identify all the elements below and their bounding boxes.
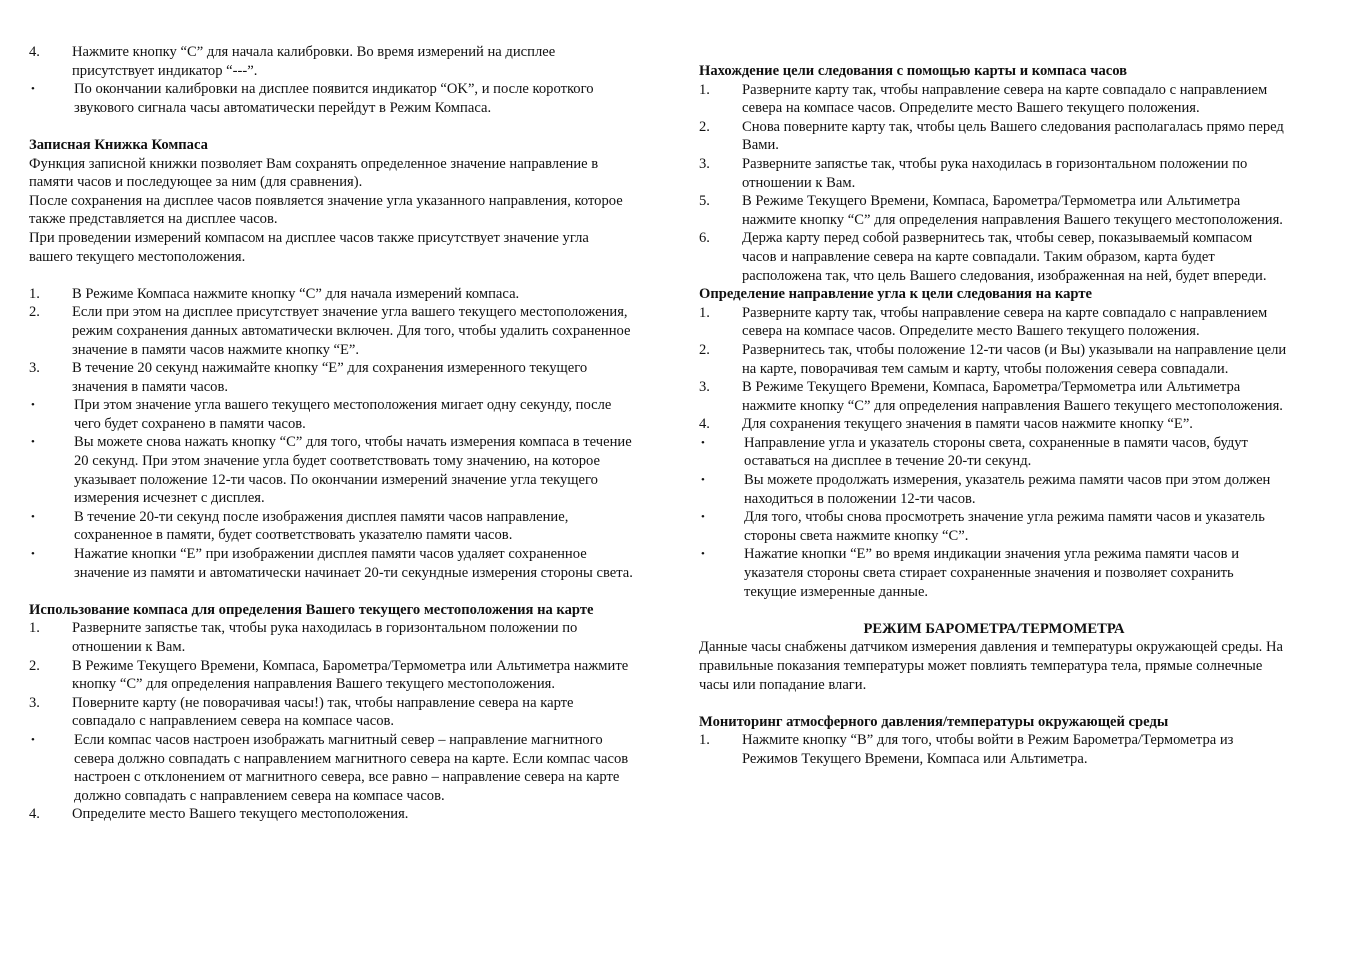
bullet-item: [29, 731, 635, 805]
numbered-item: [699, 378, 1289, 415]
bullet-marker: •: [31, 436, 35, 449]
section-heading: Нахождение цели следования с помощью карты и компаса часов: [699, 63, 1128, 79]
item-number: 5.: [699, 193, 710, 210]
numbered-item: [29, 619, 635, 656]
paragraph-spacer: [29, 582, 635, 601]
item-number: 3.: [29, 360, 40, 377]
section-heading: Использование компаса для определения Вашего текущего местоположения на карте: [29, 601, 594, 618]
bullet-item: [699, 508, 1289, 545]
item-text: Нажмите кнопку “B” для того, чтобы войти в Режим Барометра/Термометра из Режимов Текущего Времени, Компаса или Альтиметра.: [742, 732, 1234, 767]
bullet-item: [29, 433, 635, 507]
numbered-item: [699, 81, 1289, 118]
bullet-marker: •: [31, 510, 35, 523]
bullet-marker: •: [701, 436, 705, 449]
numbered-item: [699, 304, 1289, 341]
item-text: Для сохранения текущего значения в памяти часов нажмите кнопку “E”.: [742, 416, 1193, 433]
item-text: Направление угла и указатель стороны света, сохраненные в памяти часов, будут оставаться на дисплее в течение 20-ти секунд.: [744, 434, 1248, 470]
numbered-item: [29, 657, 635, 694]
item-text: Нажатие кнопки “E” при изображении дисплея памяти часов удаляет сохраненное значение из памяти и автоматически начинает 20-ти секундные измерения стороны света.: [74, 546, 633, 581]
numbered-item: [29, 694, 635, 731]
paragraph: Данные часы снабжены датчиком измерения давления и температуры окружающей среды. На правильные показания температуры может повлиять температура тела, прямые солнечные часы или попадание влаги.: [699, 639, 1283, 693]
paragraph-spacer: [29, 117, 635, 136]
item-text: Определите место Вашего текущего местоположения.: [72, 806, 409, 823]
numbered-item: [699, 192, 1289, 229]
paragraph-spacer: [29, 266, 635, 285]
bullet-marker: •: [31, 83, 35, 96]
item-text: Вы можете снова нажать кнопку “C” для того, чтобы начать измерения компаса в течение 20 секунд. При этом значение угла будет соответствовать тому значению, на которое указывает положение 12-ти часов. По окончании измерений значение угла текущего измерения исчезнет с дисплея.: [74, 434, 632, 507]
item-text: Нажатие кнопки “E” во время индикации значения угла режима памяти часов и указателя стороны света стирает сохраненные значения и позволяет сохранить текущие измеренные данные.: [744, 546, 1240, 600]
bullet-item: [29, 508, 635, 545]
item-number: 4.: [699, 416, 710, 433]
item-text: В Режиме Текущего Времени, Компаса, Барометра/Термометра или Альтиметра нажмите кнопку “C” для определения направления Вашего текущего местоположения.: [742, 379, 1283, 414]
numbered-item: [699, 118, 1289, 155]
item-text: Нажмите кнопку “C” для начала калибровки. Во время измерений на дисплее присутствует индикатор “---”.: [72, 44, 556, 79]
item-number: 2.: [29, 304, 40, 321]
item-text: Держа карту перед собой развернитесь так, чтобы север, показываемый компасом часов и направление севера на карте совпадали. Таким образом, карта будет расположена так, что цель Вашего следования, изображенная на ней, будет впереди.: [742, 230, 1267, 284]
item-text: Разверните карту так, чтобы направление севера на карте совпадало с направлением севера на компасе часов. Определите место Вашего текущего положения.: [742, 81, 1268, 117]
paragraph: После сохранения на дисплее часов появляется значение угла указанного направления, которое также представляется на дисплее часов.: [29, 192, 623, 228]
item-text: Если при этом на дисплее присутствует значение угла вашего текущего местоположения, режим сохранения данных автоматически включен. Для того, чтобы удалить сохраненное значение в памяти часов нажмите кнопку “E”.: [72, 304, 631, 358]
numbered-item: [29, 43, 635, 80]
numbered-item: [699, 415, 1289, 434]
item-number: 3.: [699, 155, 710, 172]
item-text: Поверните карту (не поворачивая часы!) так, чтобы направление севера на карте совпадало с направлением севера на компасе часов.: [72, 694, 574, 730]
item-number: 1.: [699, 304, 710, 321]
numbered-item: [29, 303, 635, 359]
item-text: По окончании калибровки на дисплее появится индикатор “OK”, и после короткого звукового сигнала часы автоматически перейдут в Режим Компаса.: [74, 81, 594, 116]
paragraph-spacer: [699, 694, 1289, 713]
section-heading: Определение направление угла к цели следования на карте: [699, 286, 1092, 303]
numbered-item: [699, 155, 1289, 192]
paragraph-spacer: [699, 601, 1289, 620]
bullet-item: [699, 434, 1289, 471]
item-text: В Режиме Текущего Времени, Компаса, Барометра/Термометра или Альтиметра нажмите кнопку “C” для определения направления Вашего текущего местоположения.: [742, 193, 1283, 228]
item-number: 1.: [29, 285, 40, 302]
item-number: 4.: [29, 44, 40, 60]
item-number: 4.: [29, 806, 40, 823]
section-title: РЕЖИМ БАРОМЕТРА/ТЕРМОМЕТРА: [863, 620, 1125, 637]
item-text: Если компас часов настроен изображать магнитный север – направление магнитного севера должно совпадать с направлением магнитного севера на карте. Если компас часов настроен с отклонением от магнитного севера, все равно – направление севера на карте должно совпадать с направлением севера на компасе часов.: [74, 731, 629, 804]
bullet-item: [29, 545, 635, 582]
bullet-item: [699, 545, 1289, 601]
bullet-item: [29, 80, 635, 117]
item-text: В Режиме Компаса нажмите кнопку “C” для начала измерений компаса.: [72, 285, 520, 302]
bullet-marker: •: [31, 733, 35, 746]
item-number: 1.: [699, 81, 710, 98]
item-number: 1.: [699, 732, 710, 749]
item-number: 3.: [29, 694, 40, 711]
item-number: 2.: [699, 118, 710, 135]
item-text: Вы можете продолжать измерения, указатель режима памяти часов при этом должен находиться в положении 12-ти часов.: [744, 472, 1271, 507]
item-text: Снова поверните карту так, чтобы цель Вашего следования располагалась прямо перед Вами.: [742, 118, 1284, 154]
item-number: 6.: [699, 230, 710, 247]
numbered-item: [699, 229, 1289, 285]
numbered-item: [699, 731, 1289, 768]
item-text: Разверните запястье так, чтобы рука находилась в горизонтальном положении по отношении к Вам.: [742, 155, 1248, 191]
item-text: При этом значение угла вашего текущего местоположения мигает одну секунду, после чего будет сохранено в памяти часов.: [74, 397, 612, 432]
bullet-marker: •: [701, 474, 705, 487]
item-number: 1.: [29, 620, 40, 637]
numbered-item: [29, 359, 635, 396]
left-column: [29, 0, 635, 824]
section-heading: Записная Книжка Компаса: [29, 136, 208, 153]
item-text: Развернитесь так, чтобы положение 12-ти часов (и Вы) указывали на направление цели на карте, поворачивая тем самым и карту, чтобы положения севера совпадали.: [742, 341, 1287, 377]
item-text: Для того, чтобы снова просмотреть значение угла режима памяти часов и указатель стороны света нажмите кнопку “C”.: [744, 509, 1265, 544]
right-column: [699, 0, 1289, 769]
item-text: В течение 20-ти секунд после изображения дисплея памяти часов направление, сохраненное в памяти, будет соответствовать указателю памяти часов.: [74, 508, 569, 544]
item-text: Разверните карту так, чтобы направление севера на карте совпадало с направлением севера на компасе часов. Определите место Вашего текущего положения.: [742, 304, 1268, 340]
section-heading: Мониторинг атмосферного давления/температуры окружающей среды: [699, 713, 1169, 730]
bullet-marker: •: [31, 548, 35, 561]
item-number: 2.: [699, 341, 710, 358]
item-number: 3.: [699, 379, 710, 396]
bullet-marker: •: [31, 399, 35, 412]
item-text: В Режиме Текущего Времени, Компаса, Барометра/Термометра или Альтиметра нажмите кнопку “C” для определения направления Вашего текущего местоположения.: [72, 657, 629, 693]
bullet-item: [29, 396, 635, 433]
numbered-item: [29, 805, 635, 824]
bullet-marker: •: [701, 511, 705, 524]
bullet-item: [699, 471, 1289, 508]
paragraph: При проведении измерений компасом на дисплее часов также присутствует значение угла вашего текущего местоположения.: [29, 229, 589, 265]
item-text: Разверните запястье так, чтобы рука находилась в горизонтальном положении по отношении к Вам.: [72, 620, 578, 655]
item-text: В течение 20 секунд нажимайте кнопку “E” для сохранения измеренного текущего значения в памяти часов.: [72, 360, 588, 395]
numbered-item: [29, 285, 635, 304]
numbered-item: [699, 341, 1289, 378]
paragraph: Функция записной книжки позволяет Вам сохранять определенное значение направление в памяти часов и последующее за ним (для сравнения).: [29, 155, 599, 191]
bullet-marker: •: [701, 548, 705, 561]
item-number: 2.: [29, 657, 40, 674]
